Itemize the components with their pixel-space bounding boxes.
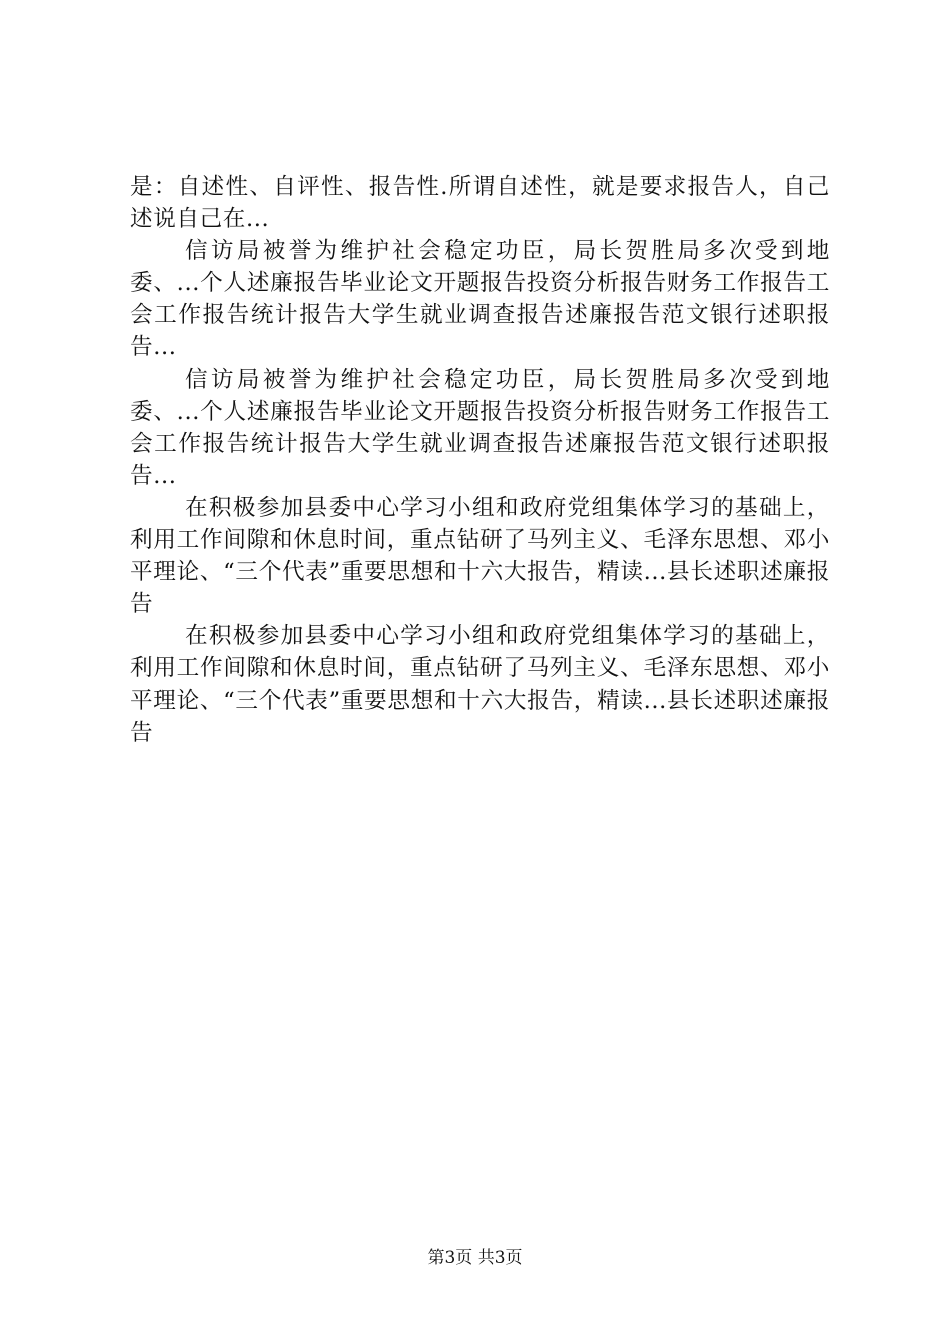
paragraph-1: 是：自述性、自评性、报告性.所谓自述性，就是要求报告人，自己述说自己在... <box>130 174 830 233</box>
paragraph-4: 在积极参加县委中心学习小组和政府党组集体学习的基础上，利用工作间隙和休息时间，重点钻研了马列主义、毛泽东思想、邓小平理论、“三个代表”重要思想和十六大报告，精读...县长述职述廉报告 <box>130 494 830 618</box>
paragraph-2: 信访局被誉为维护社会稳定功臣，局长贺胜局多次受到地委、...个人述廉报告毕业论文开题报告投资分析报告财务工作报告工会工作报告统计报告大学生就业调查报告述廉报告范文银行述职报告... <box>130 238 830 361</box>
document-body <box>130 171 830 749</box>
page-footer: 第3页 共3页 <box>427 1248 523 1268</box>
paragraph-5: 在积极参加县委中心学习小组和政府党组集体学习的基础上，利用工作间隙和休息时间，重点钻研了马列主义、毛泽东思想、邓小平理论、“三个代表”重要思想和十六大报告，精读...县长述职述廉报告 <box>130 623 830 746</box>
paragraph-3: 信访局被誉为维护社会稳定功臣，局长贺胜局多次受到地委、...个人述廉报告毕业论文开题报告投资分析报告财务工作报告工会工作报告统计报告大学生就业调查报告述廉报告范文银行述职报告... <box>130 366 830 489</box>
